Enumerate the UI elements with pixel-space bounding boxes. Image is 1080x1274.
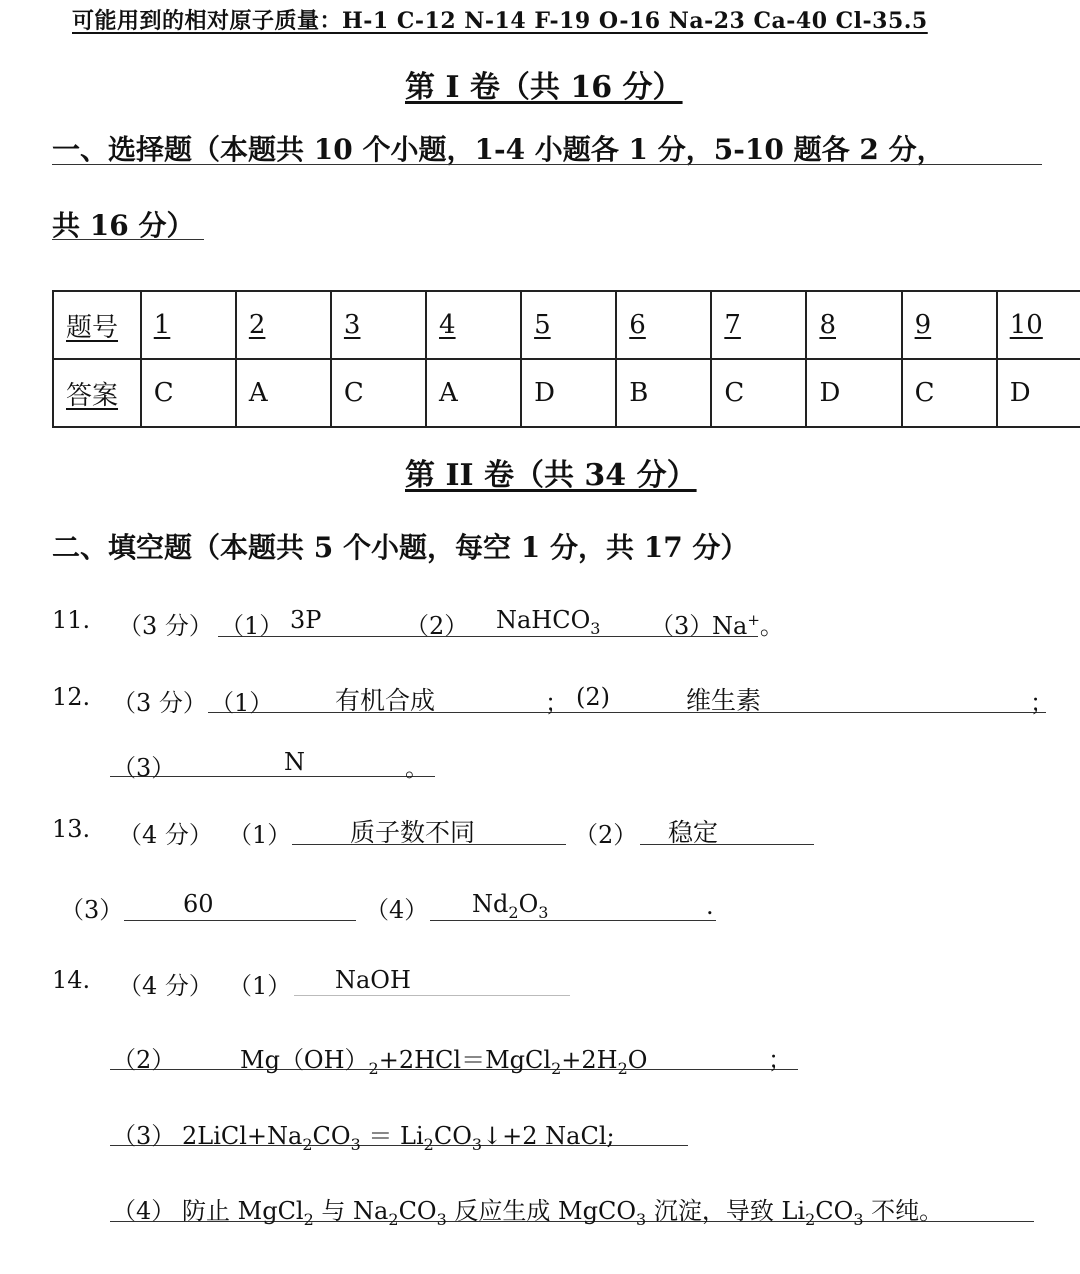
answer-cell: A xyxy=(236,359,331,427)
answer-cell: C xyxy=(902,359,997,427)
q12-label-1: （1） xyxy=(210,689,274,717)
q11-answer-2: NaHCO$_3$ xyxy=(496,606,601,638)
q12-label-3: （3） xyxy=(112,754,176,782)
q14-answer-4: 防止 MgCl$_2$ 与 $Na_2CO_3$ 反应生成 MgCO$_3$ 沉淀，导致 $Li_2CO_3$ 不纯。 xyxy=(182,1197,944,1229)
q12-score: （3 分） xyxy=(112,689,207,717)
section2-title: 二、填空题（本题共 5 个小题，每空 1 分，共 17 分） xyxy=(52,531,749,564)
q14-answer-1: NaOH xyxy=(335,966,411,994)
question-number: 1 xyxy=(141,291,236,359)
q12-answer-2: 维生素 xyxy=(686,686,762,715)
q14-label-2: （2） xyxy=(112,1046,176,1074)
q13-answer-2: 稳定 xyxy=(668,818,719,847)
q13-number: 13. xyxy=(52,815,91,843)
answer-cell: D xyxy=(997,359,1080,427)
q12-answer-3: N xyxy=(284,748,305,776)
q13-answer-3: 60 xyxy=(183,890,214,918)
q13-label-2: （2） xyxy=(574,821,638,849)
q13-answer-line-2 xyxy=(640,844,814,845)
q14-answer-line-1 xyxy=(294,995,570,996)
section1-title-line2: 共 16 分） xyxy=(52,209,195,242)
question-number: 5 xyxy=(521,291,616,359)
q11-number: 11. xyxy=(52,606,91,634)
q12-answer-1: 有机合成 xyxy=(335,686,436,715)
question-number: 10 xyxy=(997,291,1080,359)
question-number: 4 xyxy=(426,291,521,359)
table-header-number: 题号 xyxy=(53,291,141,359)
q14-label-1: （1） xyxy=(228,972,292,1000)
q13-answer-line-3 xyxy=(124,920,356,921)
q13-answer-4-end: . xyxy=(706,892,714,920)
q12-end-mark: ； xyxy=(1030,689,1054,717)
question-number: 3 xyxy=(331,291,426,359)
answer-table xyxy=(52,290,1080,428)
question-number: 6 xyxy=(616,291,711,359)
q14-score: （4 分） xyxy=(118,972,213,1000)
table-row-answers xyxy=(53,359,1080,427)
q12-number: 12. xyxy=(52,683,91,711)
q13-answer-4: $Nd_2O_3$ xyxy=(472,890,549,922)
answer-cell: B xyxy=(616,359,711,427)
answer-cell: C xyxy=(141,359,236,427)
answer-cell: D xyxy=(521,359,616,427)
q13-label-4: （4） xyxy=(365,896,429,924)
q14-answer-3: $2LiCl+Na_2CO_3$ ＝ $Li_2CO_3↓+2$ NaCl; xyxy=(182,1122,615,1154)
q13-label-1: （1） xyxy=(228,821,292,849)
answer-cell: A xyxy=(426,359,521,427)
section1-underline-1 xyxy=(52,164,1042,165)
question-number: 9 xyxy=(902,291,997,359)
q14-number: 14. xyxy=(52,966,91,994)
q11-score: （3 分） xyxy=(118,612,213,640)
q11-label-1: （1） xyxy=(220,612,284,640)
question-number: 7 xyxy=(711,291,806,359)
part2-title: 第 II 卷（共 34 分） xyxy=(405,458,697,493)
q14-answer-2-end: ； xyxy=(768,1046,792,1074)
atomic-mass-header: 可能用到的相对原子质量：H-1 C-12 N-14 F-19 O-16 Na-23 Ca-40 Cl-35.5 xyxy=(72,8,928,34)
answer-cell: D xyxy=(806,359,901,427)
q13-answer-1: 质子数不同 xyxy=(350,818,476,847)
question-number: 2 xyxy=(236,291,331,359)
q14-label-4: （4） xyxy=(112,1197,176,1225)
q12-answer-3-end: 。 xyxy=(405,754,429,782)
q11-label-3: （3） xyxy=(650,612,714,640)
q11-label-2: （2） xyxy=(405,612,469,640)
q13-label-3: （3） xyxy=(60,896,124,924)
section1-title-line1: 一、选择题（本题共 10 个小题，1-4 小题各 1 分，5-10 题各 2 分， xyxy=(52,133,945,166)
answer-cell: C xyxy=(331,359,426,427)
q14-label-3: （3） xyxy=(112,1122,176,1150)
question-number: 8 xyxy=(806,291,901,359)
q11-answer-3: Na+。 xyxy=(712,611,784,640)
answer-cell: C xyxy=(711,359,806,427)
table-row-numbers xyxy=(53,291,1080,359)
section1-underline-2 xyxy=(52,239,204,240)
part1-title: 第 I 卷（共 16 分） xyxy=(405,70,683,105)
q12-label-2: (2) xyxy=(576,683,610,711)
table-header-answer: 答案 xyxy=(53,359,141,427)
q11-answer-1: 3P xyxy=(290,606,322,634)
q14-answer-2: $Mg(OH)_2+2HCl=MgCl_2+2H_2O$ xyxy=(240,1046,648,1078)
q12-answer-line-1 xyxy=(208,712,1046,713)
q13-score: （4 分） xyxy=(118,821,213,849)
q12-separator: ； xyxy=(545,689,569,717)
